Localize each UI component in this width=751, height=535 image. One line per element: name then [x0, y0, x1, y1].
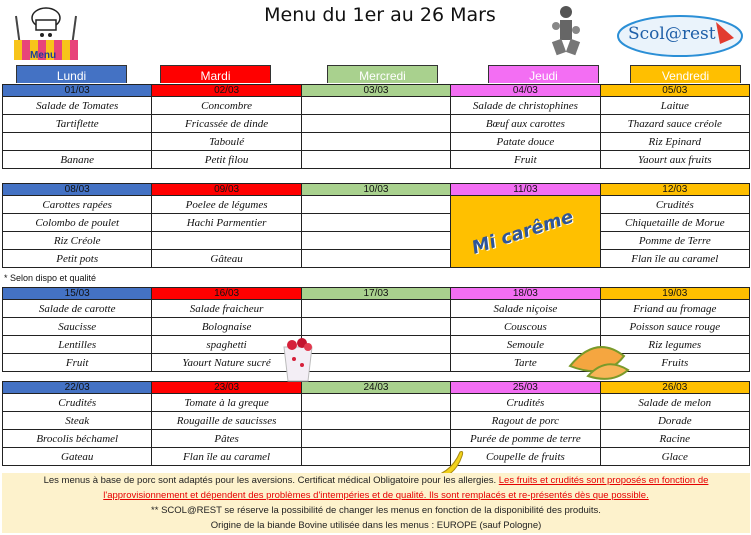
page-title: Menu du 1er au 26 Mars — [264, 4, 496, 26]
week-1-table — [2, 84, 750, 169]
date-cell: 05/03 — [600, 85, 749, 97]
date-cell: 08/03 — [3, 184, 152, 196]
menu-cell: Petit pots — [3, 250, 152, 268]
menu-cell — [301, 354, 450, 372]
week-3-table — [2, 287, 750, 372]
menu-cell: Thazard sauce créole — [600, 115, 749, 133]
menu-cell: Lentilles — [3, 336, 152, 354]
menu-cell: Concombre — [152, 97, 301, 115]
week-2-table — [2, 183, 750, 268]
menu-cell: Yaourt aux fruits — [600, 151, 749, 169]
menu-cell: Rougaille de saucisses — [152, 412, 301, 430]
menu-row — [3, 430, 750, 448]
menu-cell — [3, 133, 152, 151]
menu-cell: Poisson sauce rouge — [600, 318, 749, 336]
footer-line-3: ** SCOL@REST se réserve la possibilité de changer les menus en fonction de la disponibilité des produits. — [151, 505, 601, 516]
date-cell: 25/03 — [451, 382, 600, 394]
menu-cell: Salade de Tomates — [3, 97, 152, 115]
footer-notes — [2, 473, 750, 533]
tab-jeudi: Jeudi — [488, 65, 599, 83]
mi-careme-label: Mi carême — [469, 206, 576, 259]
menu-cell: Coupelle de fruits — [451, 448, 600, 466]
footer-line-2: l'approvisionnement et dépendent des problèmes d'intempéries et de qualité. Ils sont remplacés et re-présentés dès que possible. — [103, 490, 649, 501]
menu-cell: Carottes rapées — [3, 196, 152, 214]
date-cell: 16/03 — [152, 288, 301, 300]
menu-row — [3, 196, 750, 214]
footer-fruits-text: Les fruits et crudités sont proposés en fonction de — [498, 475, 709, 486]
menu-cell: Salade fraicheur — [152, 300, 301, 318]
menu-row — [3, 336, 750, 354]
menu-cell: Couscous — [451, 318, 600, 336]
date-cell: 02/03 — [152, 85, 301, 97]
date-row — [3, 184, 750, 196]
menu-row — [3, 394, 750, 412]
chef-figure-icon — [548, 2, 584, 64]
menu-cell: Riz legumes — [600, 336, 749, 354]
week-4-table — [2, 381, 750, 466]
menu-logo-label: Menu — [30, 50, 57, 61]
date-cell: 01/03 — [3, 85, 152, 97]
menu-row — [3, 97, 750, 115]
date-row — [3, 85, 750, 97]
menu-cell: Purée de pomme de terre — [451, 430, 600, 448]
menu-cell: spaghetti — [152, 336, 301, 354]
menu-cell: Pâtes — [152, 430, 301, 448]
menu-cell: Fruits — [600, 354, 749, 372]
scolarest-logo-text: Scol@rest — [628, 24, 716, 44]
menu-cell: Friand au fromage — [600, 300, 749, 318]
menu-cell — [301, 214, 450, 232]
menu-cell: Fruit — [451, 151, 600, 169]
menu-cell: Gateau — [3, 448, 152, 466]
menu-cell: Hachi Parmentier — [152, 214, 301, 232]
menu-cell: Flan île au caramel — [600, 250, 749, 268]
menu-row — [3, 318, 750, 336]
menu-cell: Glace — [600, 448, 749, 466]
scolarest-logo — [616, 14, 744, 60]
menu-cell: Banane — [3, 151, 152, 169]
menu-row — [3, 412, 750, 430]
menu-row — [3, 133, 750, 151]
menu-row — [3, 448, 750, 466]
menu-cell: Salade de carotte — [3, 300, 152, 318]
date-row — [3, 288, 750, 300]
date-cell: 15/03 — [3, 288, 152, 300]
menu-cell: Crudités — [600, 196, 749, 214]
tab-mercredi: Mercredi — [327, 65, 438, 83]
menu-cell — [301, 151, 450, 169]
menu-row — [3, 151, 750, 169]
menu-cell — [301, 232, 450, 250]
menu-cell: Crudités — [3, 394, 152, 412]
menu-cell — [301, 412, 450, 430]
date-cell: 23/03 — [152, 382, 301, 394]
date-cell: 24/03 — [301, 382, 450, 394]
menu-cell: Tomate à la greque — [152, 394, 301, 412]
date-row — [3, 382, 750, 394]
menu-cell — [301, 300, 450, 318]
menu-cell: Ragout de porc — [451, 412, 600, 430]
footer-line-4: Origine de la biande Bovine utilisée dans les menus : EUROPE (sauf Pologne) — [210, 520, 542, 531]
menu-cell: Saucisse — [3, 318, 152, 336]
date-cell: 18/03 — [451, 288, 600, 300]
menu-logo — [6, 2, 86, 68]
date-cell: 17/03 — [301, 288, 450, 300]
menu-cell — [301, 133, 450, 151]
availability-note: * Selon dispo et qualité — [4, 273, 97, 283]
menu-row — [3, 115, 750, 133]
date-cell: 03/03 — [301, 85, 450, 97]
menu-cell: Bœuf aux carottes — [451, 115, 600, 133]
date-cell: 04/03 — [451, 85, 600, 97]
menu-cell — [152, 232, 301, 250]
menu-cell: Crudités — [451, 394, 600, 412]
date-cell: 12/03 — [600, 184, 749, 196]
menu-cell: Fruit — [3, 354, 152, 372]
menu-cell: Colombo de poulet — [3, 214, 152, 232]
menu-cell: Salade niçoise — [451, 300, 600, 318]
tab-vendredi: Vendredi — [630, 65, 741, 83]
menu-row — [3, 354, 750, 372]
menu-cell: Gâteau — [152, 250, 301, 268]
menu-cell: Tarte — [451, 354, 600, 372]
tab-lundi: Lundi — [16, 65, 127, 83]
menu-cell — [301, 250, 450, 268]
menu-cell: Tartiflette — [3, 115, 152, 133]
menu-cell: Patate douce — [451, 133, 600, 151]
date-cell: 22/03 — [3, 382, 152, 394]
menu-cell: Semoule — [451, 336, 600, 354]
menu-cell: Riz Créole — [3, 232, 152, 250]
footer-line-1 — [2, 473, 750, 488]
menu-cell — [301, 196, 450, 214]
date-cell: 09/03 — [152, 184, 301, 196]
menu-cell: Brocolis béchamel — [3, 430, 152, 448]
menu-cell: Yaourt Nature sucré — [152, 354, 301, 372]
menu-cell — [301, 97, 450, 115]
menu-cell: Laitue — [600, 97, 749, 115]
date-cell: 11/03 — [451, 184, 600, 196]
menu-cell: Petit filou — [152, 151, 301, 169]
menu-cell — [301, 115, 450, 133]
menu-cell: Taboulé — [152, 133, 301, 151]
menu-cell: Poelee de légumes — [152, 196, 301, 214]
date-cell: 26/03 — [600, 382, 749, 394]
menu-cell — [301, 430, 450, 448]
menu-cell: Dorade — [600, 412, 749, 430]
menu-cell: Racine — [600, 430, 749, 448]
menu-cell — [301, 336, 450, 354]
menu-cell — [301, 394, 450, 412]
menu-row — [3, 250, 750, 268]
menu-cell: Chiquetaille de Morue — [600, 214, 749, 232]
melon-icon — [566, 336, 630, 382]
date-cell: 19/03 — [600, 288, 749, 300]
menu-cell: Salade de melon — [600, 394, 749, 412]
yogurt-cup-icon — [278, 335, 318, 385]
menu-cell: Steak — [3, 412, 152, 430]
menu-cell — [301, 318, 450, 336]
menu-row — [3, 232, 750, 250]
footer-porc-text: Les menus à base de porc sont adaptés pour les aversions. Certificat médical Obligatoire pour les allergies. — [43, 475, 499, 486]
date-cell: 10/03 — [301, 184, 450, 196]
menu-row — [3, 300, 750, 318]
menu-cell: Riz Epinard — [600, 133, 749, 151]
tab-mardi: Mardi — [160, 65, 271, 83]
menu-cell: Flan île au caramel — [152, 448, 301, 466]
menu-cell: Salade de christophines — [451, 97, 600, 115]
menu-cell: Bolognaise — [152, 318, 301, 336]
menu-cell: Pomme de Terre — [600, 232, 749, 250]
menu-cell: Fricassée de dinde — [152, 115, 301, 133]
menu-row — [3, 214, 750, 232]
